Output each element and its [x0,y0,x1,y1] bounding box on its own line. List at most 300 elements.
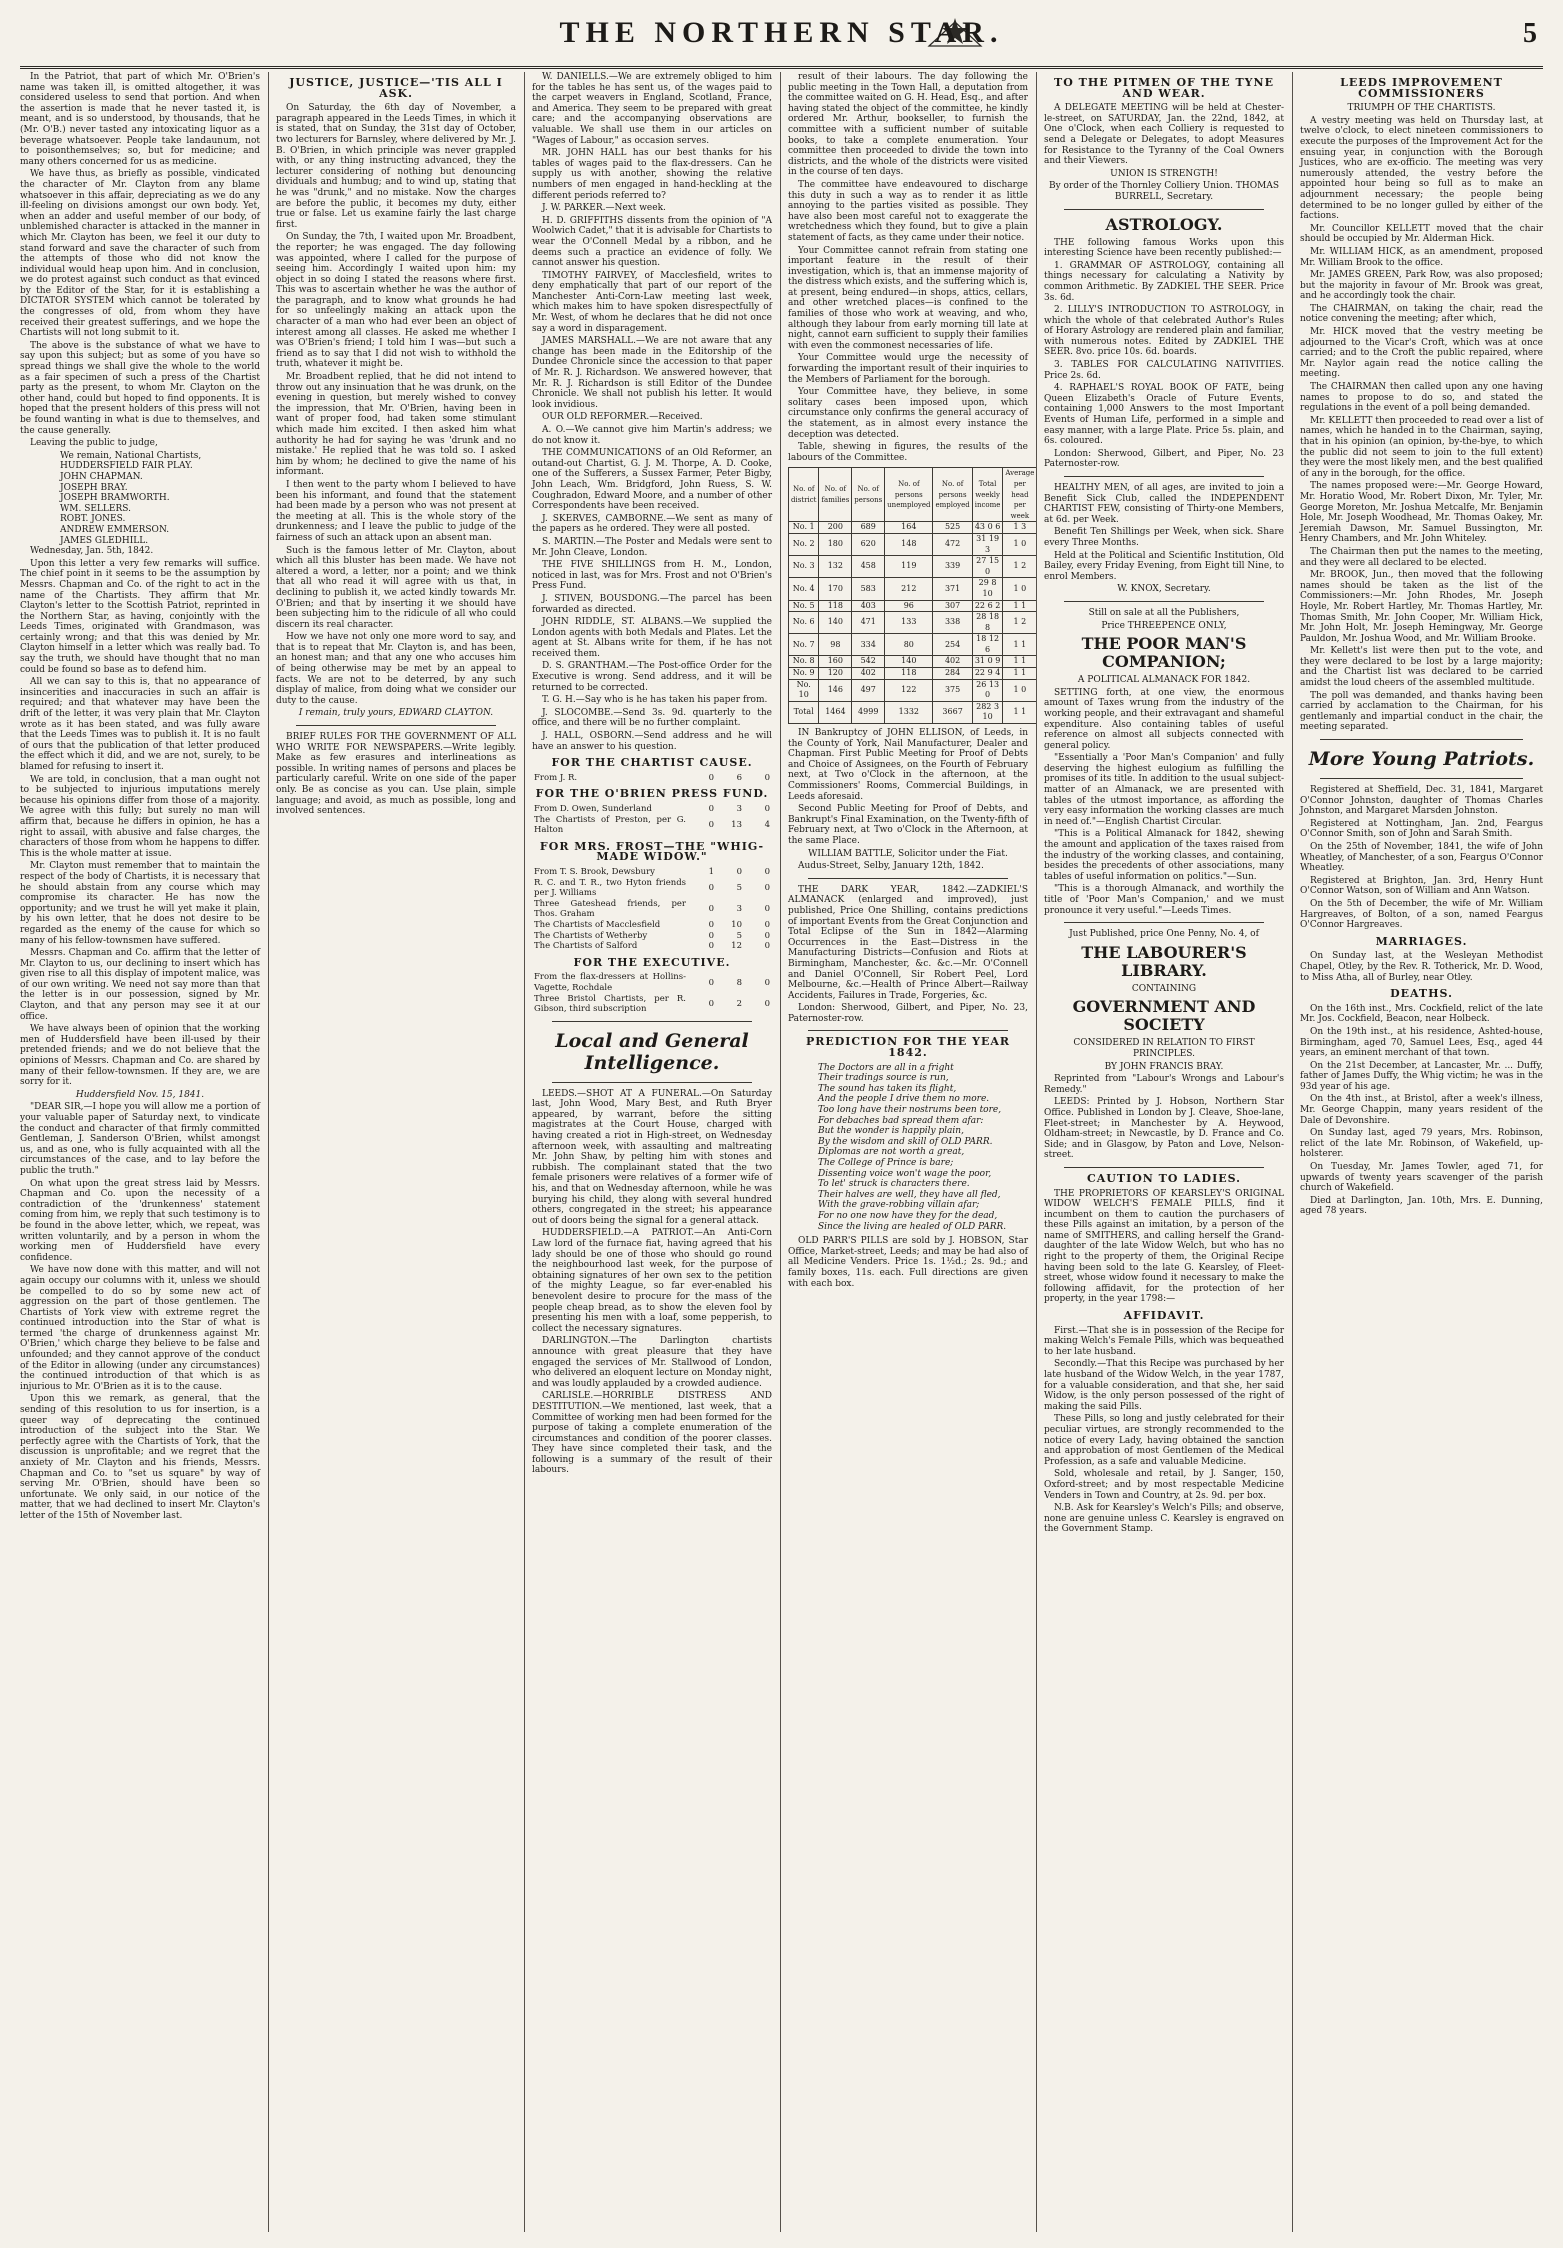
table-cell: 334 [852,634,885,656]
government-subtitle: CONSIDERED IN RELATION TO FIRST PRINCIPLES. [1073,1038,1255,1059]
table-cell: 22 9 4 [972,668,1003,680]
paragraph: Held at the Political and Scientific Institution, Old Bailey, every Friday Evening, from Eight till Nine, to enrol Members. [1044,550,1284,582]
poem-line: For no one now have they for the dead, [818,1210,998,1221]
table-cell: 122 [885,679,933,701]
paragraph: A. O.—We cannot give him Martin's address; we do not know it. [532,425,772,446]
paragraph: We remain, National Chartists, [60,450,202,461]
paragraph: D. S. GRANTHAM.—The Post-office Order for the Executive is wrong. Send address, and it will be returned to be corrected. [532,661,772,693]
fund-amount: 0 [708,930,714,941]
fund-donor: From D. Owen, Sunderland [534,804,652,814]
table-cell: 28 18 8 [972,612,1003,634]
paragraph: JOSEPH BRAY. [60,482,128,493]
price-line: Price THREEPENCE ONLY, [1101,620,1227,631]
poem-line: But the wonder is happily plain, [818,1126,964,1137]
paragraph: The CHAIRMAN, on taking the chair, read the notice convening the meeting; after which, [1300,303,1543,325]
astrology-publisher: London: Sherwood, Gilbert, and Piper, No. 23 Paternoster-row. [1044,448,1284,470]
fund-amount: 0 [764,941,770,952]
table-cell: 118 [885,668,933,680]
fund-amount: 0 [764,919,770,930]
table-cell: 160 [819,656,852,668]
column-divider [1292,72,1293,2232]
paragraph: The poll was demanded, and thanks having been carried by acclamation to the Chairman, for his gentlemanly and impartial conduct in the chair, the meeting separated. [1300,690,1543,733]
sold-by: Sold, wholesale and retail, by J. Sanger, 150, Oxford-street; and by most respectable Medicine Venders in Town and Country, at 2s. 9d. per box. [1044,1469,1284,1501]
paragraph: All we can say to this is, that no appearance of insincerities and inaccuracies in such an affair is required; and that whatever may have been the drift of the letter, it was very plain that Mr. Clayton wrote as it has been stated, and was fully aware that the Leeds Times was to publish it. It is no fault of ours that the publication of that letter produced the effect which it did, and we are not, surely, to be blamed for refusing to insert it. [20,677,260,772]
paragraph: On the 19th inst., at his residence, Ashted-house, Birmingham, aged 70, Samuel Lees, Esq., aged 44 years, an eminent merchant of that town. [1300,1026,1543,1059]
paragraph: How we have not only one more word to say, and that is to repeat that Mr. Clayton is, and has been, an honest man; and that any one who accuses him of being otherwise may be met by an appeal to facts. We are not to be deterred, by any such display of malice, from doing what we consider our duty to the cause. [276,632,516,706]
fund-heading-chartist: FOR THE CHARTIST CAUSE. [551,756,753,770]
poem [788,1063,1028,1233]
table-row [789,600,1037,612]
fund-amount: 8 [736,977,742,988]
paragraph: Registered at Sheffield, Dec. 31, 1841, Margaret O'Connor Johnston, daughter of Thomas Charles Johnston, and Margaret Marsden Johnston. [1300,785,1543,817]
table-cell: No. 5 [789,600,819,612]
table-cell: Total [789,701,819,723]
divider-rule [552,1021,752,1022]
table-column-header: No. of families [819,468,852,522]
table-cell: 1 1 [1003,668,1037,680]
paragraph: HUDDERSFIELD FAIR PLAY. [60,461,193,472]
paragraph: The committee have endeavoured to discharge this duty in such a way as to render it as little annoying to the parties visited as possible. They have also been most careful not to exaggerate the wretchedness which they found, but to give a plain statement of facts, as they came under their notice. [788,179,1028,243]
fund-amount: 4 [764,819,770,830]
divider-rule [1320,739,1523,740]
divider-rule [1064,601,1264,602]
poem-line: For debaches bad spread them afar: [818,1115,984,1126]
table-cell: 1 1 [1003,701,1037,723]
table-cell: 212 [885,578,933,600]
poem-line: By the wisdom and skill of OLD PARR. [818,1136,993,1147]
table-cell: 339 [933,556,972,578]
table-row [789,668,1037,680]
divider-rule [1064,922,1264,923]
column-3 [532,72,772,2232]
table-row [789,556,1037,578]
fund-row [532,972,772,993]
fund-amount: 0 [764,866,770,877]
table-cell: No. 2 [789,533,819,555]
fund-row [532,804,772,815]
divider-rule [808,1030,1008,1031]
paragraph: On Saturday, the 6th day of November, a paragraph appeared in the Leeds Times, in which it is stated, that on Sunday, the 31st day of October, two lecturers for Barnsley, where delivered by Mr. J. B. O'Brien, in which principle was never grappled with, or any thing instructing advanced, they the lecturer considering of nothing but denouncing dividuals and humbug; and to wind up, stating that he was "drunk," and no mistake. Now the charges are before the public, it becomes my duty, either true or false. Let us examine fairly the last charge first. [276,103,516,230]
fund-donor: From T. S. Brook, Dewsbury [534,866,655,877]
paragraph: Secondly.—That this Recipe was purchased by her late husband of the Widow Welch, in the year 1787, for a valuable consideration, and that she, her said Widow, is the only person possessed of the right of making the said Pills. [1044,1359,1284,1412]
fund-amount: 0 [708,977,714,988]
table-cell: 1 1 [1003,634,1037,656]
table-cell: No. 9 [789,668,819,680]
union-order: By order of the Thornley Colliery Union. THOMAS BURRELL, Secretary. [1048,181,1280,202]
fund-amount: 2 [736,998,742,1009]
table-row [789,612,1037,634]
paragraph: On the 5th of December, the wife of Mr. William Hargreaves, of Bolton, of a son, named Feargus O'Connor Hargreaves. [1300,898,1543,931]
paragraph: CARLISLE.—HORRIBLE DISTRESS AND DESTITUTION.—We mentioned, last week, that a Committee of working men had been formed for the purpose of taking a complete enumeration of the circumstances and condition of the poorer classes. They have since completed their task, and the following is a summary of the result of their labours. [532,1391,772,1476]
fund-donor: Three Bristol Chartists, per R. Gibson, third subscription [534,993,686,1015]
table-cell: 371 [933,578,972,600]
fund-heading-executive: FOR THE EXECUTIVE. [573,955,731,969]
table-cell: 80 [885,634,933,656]
table-cell: 284 [933,668,972,680]
caution-heading: CAUTION TO LADIES. [1087,1171,1241,1185]
leeds-commissioners-heading: LEEDS IMPROVEMENT COMMISSIONERS [1340,76,1503,100]
col1-paras [20,72,260,449]
letter-date: Wednesday, Jan. 5th, 1842. [30,546,154,557]
paragraph: "This is a Political Almanack for 1842, shewing the amount and application of the taxes raised from the industry of the working classes, and containing, besides the precedents of other associations, many tables of useful information on politics."—Sun. [1044,829,1284,882]
fund-donor: The Chartists of Wetherby [534,930,648,941]
page-number: 5 [1523,18,1537,49]
fund-amount: 0 [708,804,714,814]
col4-paras [788,72,1028,440]
table-cell: 4999 [852,701,885,723]
poem-line: The College of Prince is bare; [818,1158,954,1168]
paragraph: "Essentially a 'Poor Man's Companion' and fully deserving the highest eulogium as fulfilling the promises of its title. In addition to the usual subject-matter of an Almanack, we are presented with tables of the utmost importance, as affording the very easy information the working classes are much in need of."—English Chartist Circular. [1044,753,1284,827]
fund-heading-frost: FOR MRS. FROST—THE "WHIG-MADE WIDOW." [539,839,765,864]
fund-amount: 6 [736,772,742,783]
paragraph: Died at Darlington, Jan. 10th, Mrs. E. Dunning, aged 78 years. [1300,1195,1543,1217]
poem-line: To let' struck is characters there. [818,1179,970,1190]
paragraph: JOHN RIDDLE, ST. ALBANS.—We supplied the London agents with both Medals and Plates. Let the agent at St. Albans write for them, if he has not received them. [532,617,772,659]
table-cell: 1 0 [1003,533,1037,555]
deaths-heading: DEATHS. [1390,987,1453,1001]
fund-amount: 0 [708,904,714,915]
paragraph: JOHN CHAPMAN. [60,471,143,482]
table-row [789,656,1037,668]
table-column-header: No. of persons unemployed [885,468,933,522]
paragraph: Mr. Kellett's list were then put to the vote, and they were declared to be lost by a large majority; and the Chartist list was declared to be carried amidst the loud cheers of the assembled multitude. [1300,646,1543,689]
col1-paras-3 [20,1102,260,1521]
table-row [789,522,1037,534]
zadkiel-ad: THE DARK YEAR, 1842.—ZADKIEL'S ALMANACK (enlarged and improved), just published, Price One Shilling, contains predictions of important Events from the Great Conjunction and Total Eclipse of the Sun in 1842—Alarming Occurrences in the East—Distress in the Manufacturing Districts—Confusion and Riots at Birmingham, Manchester, &c. &c.—Mr. O'Connell and Daniel O'Connell, Sir Robert Peel, Lord Melbourne, &c.—Health of Prince Albert—Railway Accidents, Failures in Trade, Forgeries, &c. [788,884,1028,1001]
fund-table-frost [532,867,772,952]
fund-table-executive [532,972,772,1014]
poem-line: The Doctors are all in a fright [818,1062,954,1073]
paragraph: We have thus, as briefly as possible, vindicated the character of Mr. Clayton from any blame whatsoever in this affair, depreciating as we do any ill-feeling on divisions amongst our own body. Yet, when an adder and useful member of our body, of unblemished character is attacked in the manner in which Mr. Clayton has been, we feel it our duty to stand forward and save the character of such from the attempts of those who did not know the individual would heap upon him. And in conclusion, we do protest against such conduct as that evinced by the Editor of the Star, for it is establishing a DICTATOR SYSTEM which cannot be tolerated by the congresses of old, from whom they have received their greatest sufferings, and we hope the Chartists will not long submit to it. [20,169,260,339]
paragraph: H. D. GRIFFITHS dissents from the opinion of "A Woolwich Cadet," that it is advisable for Chartists to wear the O'Connell Medal by a ribbon, and he deems such a practice an evidence of folly. We cannot answer his question. [532,215,772,269]
paragraph: Such is the famous letter of Mr. Clayton, about which all this bluster has been made. We have not altered a word, a letter, nor a point; and we think that all who read it will agree with us that, in declining to publish it, we acted kindly towards Mr. O'Brien; and that by inserting it we should have been subjecting him to the ridicule of all who could discern its real character. [276,545,516,630]
table-cell: 1332 [885,701,933,723]
fund-donor: The Chartists of Preston, per G. Halton [534,814,686,836]
fund-amount: 3 [736,804,742,814]
labourers-library-heading: THE LABOURER'S LIBRARY. [1081,942,1247,980]
divider-rule [1064,1167,1264,1168]
paragraph: On Sunday last, aged 79 years, Mrs. Robinson, relict of the late Mr. Robinson, of Wakefield, up-holsterer. [1300,1128,1543,1160]
fund-row [532,931,772,942]
table-cell: 403 [852,600,885,612]
paragraph: 1. GRAMMAR OF ASTROLOGY, containing all things necessary for calculating a Nativity by common Arithmetic. By ZADKIEL THE SEER. Price 3s. 6d. [1044,260,1284,303]
paragraph: We are told, in conclusion, that a man ought not to be subjected to injurious imputations merely because his opinions differ from those of a majority. We agree with this fully; but surely no man will affirm that, because he differs in opinion, he has a right to assail, with abusive and false charges, the characters of those from whom he happens to differ. This is the whole matter at issue. [20,774,260,859]
paragraph: Upon this letter a very few remarks will suffice. The chief point in it seems to be the assumption by Messrs. Chapman and Co. of the right to act in the name of the Chartists. They affirm that Mr. Clayton's letter to the Scottish Patriot, reprinted in the Northern Star, as having, conjointly with the Leeds Times, originated with Grandmason, was certainly wrong; and that this was denied by Mr. Clayton himself in a letter which was really bad. To say the truth, we should have thought that no man could be found so base as to defend him. [20,558,260,675]
paragraph: In the Patriot, that part of which Mr. O'Brien's name was taken ill, is omitted altogether, it was considered useless to send that portion. And when the assertion is made that he never tasted it, is meant, and is so understood, by thousands, that he (Mr. O'B.) never tasted any intoxicating liquor as a beverage whatsoever. People take landaunum, not to poisonthemselves; so, but for medicine; and many others concerned for us as medicine. [20,72,260,167]
table-cell: 1 2 [1003,612,1037,634]
deaths-list [1300,1004,1543,1217]
table-cell: No. 6 [789,612,819,634]
paragraph: These Pills, so long and justly celebrated for their peculiar virtues, are strongly recommended to the notice of every Lady, having obtained the sanction and approbation of most Gentlemen of the Medical Profession, as a safe and valuable Medicine. [1044,1414,1284,1467]
fund-donor: From J. R. [534,772,578,783]
table-cell: 375 [933,679,972,701]
table-cell: 3667 [933,701,972,723]
table-cell: 140 [819,612,852,634]
fund-row [532,920,772,931]
table-cell: 525 [933,522,972,534]
bankruptcy-notice [788,728,1028,847]
fund-row [532,941,772,952]
table-cell: No. 4 [789,578,819,600]
paragraph: OUR OLD REFORMER.—Received. [542,412,703,423]
paragraph: On Sunday, the 7th, I waited upon Mr. Broadbent, the reporter; he was engaged. The day following was appointed, where I called for the purpose of seeing him. Accordingly I waited upon him: my object in so doing I stated the reasons where first. This was to ascertain whether he was the author of the paragraph, and to know what grounds he had for so unfeelingly making an attack upon the character of a man who had ever been an object of interest among all classes. He asked me whether I was O'Brien's friend; I told him I was—but such a friend as to say that I did not wish to withhold the truth, whatever it might be. [276,232,516,370]
section-heading-justice: JUSTICE, JUSTICE—'TIS ALL I ASK. [289,76,503,100]
old-parr-ad: OLD PARR'S PILLS are sold by J. HOBSON, Star Office, Market-street, Leeds; and may be had also of all Medicine Venders. Price 1s. 1½d.; 2s. 9d.; and family boxes, 11s. each. Full directions are given with each box. [788,1236,1028,1289]
fund-donor: From the flax-dressers at Hollins-Vagette, Rochdale [534,972,686,993]
poem-line: With the grave-robbing villain afar; [818,1200,980,1211]
letter-signature: I remain, truly yours, EDWARD CLAYTON. [298,708,494,719]
poem-line: And the people I drive them no more. [818,1094,990,1105]
fund-donor: Three Gateshead friends, per Thos. Graham [534,898,686,920]
paragraph: "DEAR SIR,—I hope you will allow me a portion of your valuable paper of Saturday next, to vindicate the conduct and character of that firmly committed Gentleman, J. Sanderson O'Brien, whilst amongst us, and as one, who is fully acquainted with all the circumstances of the case, and to lay before the public the truth." [20,1102,260,1176]
table-cell: 402 [852,668,885,680]
divider-rule [808,878,1008,879]
paragraph: Leaving the public to judge, [30,438,158,449]
distress-table [788,467,1037,724]
table-cell: 254 [933,634,972,656]
paragraph: S. MARTIN.—The Poster and Medals were sent to Mr. John Cleave, London. [532,536,772,558]
paragraph: THE COMMUNICATIONS of an Old Reformer, an outand-out Chartist, G. J. M. Thorpe, A. D. Cooke, one of the Sufferers, a Sussex Farmer, Peter Bigby, John Leach, Wm. Bridgford, John Ruess, S. W. Coughradon, Edward Moore, and a number of other Correspondents have been received. [532,448,772,512]
astrology-ad [1044,238,1284,447]
paragraph: Mr. HICK moved that the vestry meeting be adjourned to the Vicar's Croft, which was at once carried; and to the Croft the public repaired, where Mr. Naylor again read the notice calling the meeting. [1300,327,1543,380]
divider-rule [296,725,496,726]
poor-mans-ad [1044,688,1284,916]
sick-club-ad [1044,483,1284,582]
table-cell: 689 [852,522,885,534]
government-society-heading: GOVERNMENT AND SOCIETY [1072,997,1256,1035]
table-cell: 31 0 9 [972,656,1003,668]
paragraph: TIMOTHY FAIRVEY, of Macclesfield, writes to deny emphatically that part of our report of the Manchester Anti-Corn-Law meeting last week, which makes him to have spoken disrespectfully of Mr. West, of whom he declares that he did not once say a word in disparagement. [532,270,772,334]
fund-row [532,994,772,1015]
paragraph: J. HALL, OSBORN.—Send address and he will have an answer to his question. [532,731,772,752]
fund-amount: 0 [708,919,714,930]
paragraph: Your Committee would urge the necessity of forwarding the important result of their inquiries to the Members of Parliament for the borough. [788,353,1028,385]
fund-row [532,773,772,784]
column-2 [276,72,516,2232]
paragraph: The CHAIRMAN then called upon any one having names to propose to do so, and stated the regulations in the event of a poll being demanded. [1300,382,1543,414]
pitmen-notice [1044,103,1284,167]
paragraph: Messrs. Chapman and Co. affirm that the letter of Mr. Clayton to us, our declining to insert which has given rise to all this display of impotent malice, was of our own writing. We need not say more than that the letter is in our possession, signed by Mr. Clayton, and that any person may see it at our office. [20,948,260,1022]
table-column-header: Total weekly income [972,468,1003,522]
fund-amount: 0 [708,998,714,1009]
poem-heading: PREDICTION FOR THE YEAR 1842. [805,1035,1011,1060]
signatories [20,451,260,546]
poem-line: Too long have their nostrums been tore, [818,1105,1002,1116]
table-row [789,701,1037,723]
table-cell: 1 1 [1003,600,1037,612]
local-news [532,1089,772,1476]
table-cell: 307 [933,600,972,612]
table-row [789,578,1037,600]
paragraph: 4. RAPHAEL'S ROYAL BOOK OF FATE, being Queen Elizabeth's Oracle of Future Events, containing 1,000 Answers to the most Important Events of Human Life, performed in a simple and easy manner, with a large Plate. Price 5s. plain, and 6s. coloured. [1044,383,1284,447]
paragraph: Mr. Councillor KELLETT moved that the chair should be occupied by Mr. Alderman Hick. [1300,223,1543,245]
table-cell: 98 [819,634,852,656]
knox-signature: W. KNOX, Secretary. [1117,584,1211,595]
marriages-list [1300,951,1543,983]
column-divider [268,72,269,2232]
paragraph: DARLINGTON.—The Darlington chartists announce with great pleasure that they have engaged the services of Mr. Stallwood of London, who delivered an eloquent lecture on Monday night, and was loudly applauded by a crowded audience. [532,1336,772,1389]
table-cell: 1 1 [1003,656,1037,668]
paragraph: Mr. BROOK, Jun., then moved that the following names should be taken as the list of the Commissioners:—Mr. John Rhodes, Mr. Joseph Hoyle, Mr. Robert Hartley, Mr. Thomas Hartley, Mr. Thomas Smith, Mr. John Cooper, Mr. William Hick, Mr. John Holt, Mr. Joseph Hemingway, Mr. George Pauldon, Mr. Joshua Wood, and Mr. William Brooke. [1300,570,1543,644]
zadkiel-publisher: London: Sherwood, Gilbert, and Piper, No. 23, Paternoster-row. [788,1003,1028,1024]
table-cell: No. 7 [789,634,819,656]
paragraph: On Tuesday, Mr. James Towler, aged 71, for upwards of twenty years scavenger of the parish church of Wakefield. [1300,1162,1543,1194]
poem-line: The sound has taken its flight, [818,1083,957,1094]
paragraph: Your Committee cannot refrain from stating one important feature in the result of their investigation, which is, that an immense majority of the distress which exists, and the suffering which is, at present, being endured—in shops, attics, cellars, and other wretched places—is confined to the families of those who work at weaving, and who, although they labour from early morning till late at night, cannot earn sufficient to supply their families with even the commonest necessaries of life. [788,245,1028,351]
fund-amount: 0 [708,819,714,830]
table-cell: 471 [852,612,885,634]
paragraph: Second Public Meeting for Proof of Debts, and Bankrupt's Final Examination, on the Twenty-fifth of February next, at Two o'Clock in the Afternoon, at the same Place. [788,804,1028,846]
dateline: Huddersfield Nov. 15, 1841. [75,1089,205,1100]
table-cell: 170 [819,578,852,600]
table-row [789,533,1037,555]
fund-amount: 0 [764,998,770,1009]
paragraph: ANDREW EMMERSON. [60,524,170,535]
fund-heading-obrien: FOR THE O'BRIEN PRESS FUND. [535,787,769,801]
paragraph: On the 25th of November, 1841, the wife of John Wheatley, of Manchester, of a son, Feargus O'Connor Wheatley. [1300,842,1543,874]
fund-amount: 13 [731,819,742,830]
column-divider [1036,72,1037,2232]
fund-amount: 0 [708,772,714,783]
table-cell: 133 [885,612,933,634]
paragraph: The names proposed were:—Mr. George Howard, Mr. Horatio Wood, Mr. Robert Dixon, Mr. Tyler, Mr. George Moreton, Mr. Joshua Metcalfe, Mr. Benjamin Hole, Mr. Joseph Woodhead, Mr. Thomas Oakey, Mr. Jeremiah Dawson, Mr. Samuel Bussington, Mr. Henry Chambers, and Mr. John Whiteley. [1300,481,1543,545]
table-cell: 1 0 [1003,679,1037,701]
table-cell: 180 [819,533,852,555]
divider-rule [1064,476,1264,477]
fund-amount: 0 [708,941,714,952]
paragraph: 2. LILLY'S INTRODUCTION TO ASTROLOGY, in which the whole of that celebrated Author's Rules of Horary Astrology are rendered plain and familiar, with numerous notes. Edited by ZADKIEL THE SEER. 8vo. price 10s. 6d. boards. [1044,305,1284,358]
affidavit-heading: AFFIDAVIT. [1123,1309,1205,1323]
fund-amount: 0 [708,882,714,893]
paragraph: The above is the substance of what we have to say upon this subject; but as some of you have so spread things we shall give the whole to the world as a fair specimen of such a press of the Chartist party as the present, to whom Mr. Clayton on the other hand, could but hoped to find opponents. It is hoped that the present holders of this press will not be found wanting in what is due to themselves, and the cause generally. [20,340,260,436]
fund-row [532,878,772,899]
table-column-header: Average per head per week [1003,468,1037,522]
col2-paras [276,103,516,706]
table-cell: 402 [933,656,972,668]
newspaper-title: THE NORTHERN STAR. [559,16,1004,49]
table-caption: Table, shewing in figures, the results of the labours of the Committee. [788,442,1028,463]
table-cell: 472 [933,533,972,555]
paragraph: First.—That she is in possession of the Recipe for making Welch's Female Pills, which was bequeathed to her late husband. [1044,1325,1284,1357]
divider-rule [1064,209,1264,210]
young-patriots-heading: More Young Patriots. [1308,748,1535,771]
table-cell: 96 [885,600,933,612]
brief-rules: BRIEF RULES FOR THE GOVERNMENT OF ALL WHO WRITE FOR NEWSPAPERS.—Write legibly. Make as few erasures and interlineations as possible. In writing names of persons and places be particularly careful. Write on one side of the paper only. Be as concise as you can. Use plain, simple language; and avoid, as much as possible, long and involved sentences. [276,732,516,817]
section-heading-local-intelligence: Local and General Intelligence. [555,1029,749,1074]
table-cell: 583 [852,578,885,600]
poem-line: Diplomas are not worth a great, [818,1147,965,1158]
table-column-header: No. of persons employed [933,468,972,522]
table-cell: 1 2 [1003,556,1037,578]
col1-paras-2 [20,559,260,1088]
table-cell: 620 [852,533,885,555]
paragraph: On the 4th inst., at Bristol, after a week's illness, Mr. George Chappin, many years resident of the Dale of Devonshire. [1300,1094,1543,1126]
table-cell: 119 [885,556,933,578]
table-cell: 458 [852,556,885,578]
paragraph: J. W. PARKER.—Next week. [542,203,666,214]
paragraph: On Sunday last, at the Wesleyan Methodist Chapel, Otley, by the Rev. R. Totherick, Mr. D. Wood, to Miss Atha, all of Burley, near Otley. [1300,951,1543,983]
table-cell: 31 19 3 [972,533,1003,555]
kearsley-nb: N.B. Ask for Kearsley's Welch's Pills; and observe, none are genuine unless C. Kearsley is engraved on the Government Stamp. [1044,1503,1284,1535]
triumph-subheading: TRIUMPH OF THE CHARTISTS. [1347,103,1496,114]
fund-amount: 0 [764,930,770,941]
column-divider [524,72,525,2232]
paragraph: IN Bankruptcy of JOHN ELLISON, of Leeds, in the County of York, Nail Manufacturer, Dealer and Chapman. First Public Meeting for Proof of Debts and Choice of Assignees, on the Fourth of February next, at Two o'Clock in the afternoon, at the Commissioners' Rooms, Commercial Buildings, in Leeds aforesaid. [788,728,1028,802]
paragraph: Mr. KELLETT then proceeded to read over a list of names, which he handed in to the Chairman, saying, that in his opinion (an opinion, by-the-bye, to which the public did not seem to join to the full extent) they were the most likely men, and the best qualified of any in the borough, for the office. [1300,415,1543,479]
table-cell: 26 13 0 [972,679,1003,701]
paragraph: Upon this we remark, as general, that the sending of this resolution to us for insertion, is a queer way of deprecating the continued introduction of the subject into the Star. We perfectly agree with the Chartists of York, that the discussion is unprofitable; and we regret that the anxiety of Mr. Clayton and his friends, Messrs. Chapman and Co. to "set us square" by way of serving Mr. O'Brien, should have been so unfortunate. We only said, in our notice of the matter, that we had declined to insert Mr. Clayton's letter of the 15th of November last. [20,1394,260,1521]
notice-location: Audus-Street, Selby, January 12th, 1842. [798,861,984,872]
paragraph: A vestry meeting was held on Thursday last, at twelve o'clock, to elect nineteen commissioners to execute the purposes of the Improvement Act for the ensuing year, in conjunction with the Borough Justices, who are ex-officio. The meeting was very numerously attended, the vestry before the appointed hour being so full as to make an adjournment necessary; the people being determined to be no longer gulled by either of the factions. [1300,115,1543,222]
fund-amount: 0 [764,904,770,915]
table-row [789,679,1037,701]
table-cell: 27 15 0 [972,556,1003,578]
paragraph: THE PROPRIETORS OF KEARSLEY'S ORIGINAL WIDOW WELCH'S FEMALE PILLS, find it incumbent on them to caution the purchasers of these Pills against an imitation, by a person of the name of SMITHERS, and calling herself the Grand-daughter of the late Widow Welch, but who has no right to the property of them, the Original Recipe having been sold to the late G. Kearsley, of Fleet-street, whose widow found it necessary to make the following affidavit, for the protection of her property, in the year 1798:— [1044,1188,1284,1305]
paragraph: ROBT. JONES. [60,514,126,525]
table-cell: 148 [885,533,933,555]
poem-line: Their tradings source is run, [818,1073,949,1084]
table-cell: 282 3 10 [972,701,1003,723]
paragraph: HUDDERSFIELD.—A PATRIOT.—An Anti-Corn Law lord of the furnace fiat, having agreed that his lady should be one of those who should go round the neighbourhood last week, for the purpose of obtaining signatures of her own sex to the petition of the mighty League, so far ever-enabled his benevolent desire to procure for the mass of the people cheap bread, as to show the eleven fool by presenting his men with a loaf, some pepperish, to collect the necessary signatures. [532,1228,772,1334]
fund-amount: 12 [731,941,742,952]
table-cell: 120 [819,668,852,680]
paragraph: J. SLOCOMBE.—Send 3s. 9d. quarterly to the office, and there will be no further complaint. [532,707,772,729]
table-cell: 1 3 [1003,522,1037,534]
paragraph: JAMES GLEDHILL. [60,535,149,546]
table-cell: No. 8 [789,656,819,668]
paragraph: Registered at Brighton, Jan. 3rd, Henry Hunt O'Connor Watson, son of William and Ann Watson. [1300,875,1543,897]
paragraph: Reprinted from "Labour's Wrongs and Labour's Remedy." [1044,1074,1284,1095]
table-cell: 132 [819,556,852,578]
column-5 [1044,72,1284,2232]
poor-mans-subtitle: A POLITICAL ALMANACK FOR 1842. [1077,675,1251,686]
fund-row [532,815,772,836]
paragraph: JOSEPH BRAMWORTH. [60,493,170,504]
masthead [20,8,1543,69]
paragraph: Registered at Nottingham, Jan. 2nd, Feargus O'Connor Smith, son of John and Sarah Smith. [1300,818,1543,840]
table-cell: 29 8 10 [972,578,1003,600]
paragraph: On the 16th inst., Mrs. Cockfield, relict of the late Mr. Jos. Cockfield, Beacon, near Holbeck. [1300,1003,1543,1025]
union-motto: UNION IS STRENGTH! [1110,168,1218,179]
marriages-heading: MARRIAGES. [1375,934,1468,948]
fund-table-chartist [532,773,772,784]
column-6 [1300,72,1543,2232]
fund-table-obrien [532,804,772,836]
paragraph: LEEDS.—SHOT AT A FUNERAL.—On Saturday last, John Wood, Mary Best, and Ruth Bryer appeared, by warrant, before the sitting magistrates at the Court House, charged with having created a riot in High-street, on Wednesday afternoon week, with assaulting and maltreating Mr. John Shaw, by pelting him with stones and rubbish. The complainant stated that the two female prisoners were relatives of a former wife of his, and that on Wednesday afternoon, while he was burying his child, they along with several hundred others, congregated in the street; his appearance out of doors being the signal for a general attack. [532,1088,772,1226]
correspondents-notices [532,72,772,752]
paragraph: JAMES MARSHALL.—We are not aware that any change has been made in the Editorship of the Dundee Chronicle since the accession to that paper of Mr. R. J. Richardson. We answered however, that Mr. R. J. Richardson is still Editor of the Dundee Chronicle. We shall not publish his letter. It would look invidious. [532,336,772,410]
fund-amount: 0 [736,866,742,877]
fund-amount: 5 [736,930,742,941]
fund-amount: 10 [731,919,742,930]
affidavit-text [1044,1326,1284,1468]
paragraph: Mr. Clayton must remember that to maintain the respect of the body of Chartists, it is necessary that he should abstain from any course which may compromise its character. He has now the opportunity; and we trust he will yet make it plain, by his own letter, that he does not desire to be regarded as the enemy of the cause for which so many of his fellow-townsmen have suffered. [20,861,260,946]
paragraph: LEEDS: Printed by J. Hobson, Northern Star Office. Published in London by J. Cleave, Shoe-lane, Fleet-street; in Manchester by A. Heywood, Oldham-street; in Newcastle, by D. France and Co. Side; and in Glasgow, by Paton and Love, Nelson-street. [1044,1097,1284,1161]
fund-amount: 0 [764,977,770,988]
table-cell: 146 [819,679,852,701]
table-cell: 338 [933,612,972,634]
table-cell: No. 10 [789,679,819,701]
poem-line: Since the living are healed of OLD PARR. [818,1221,1007,1232]
births-list [1300,785,1543,931]
commissioners-report [1300,116,1543,733]
fund-amount: 5 [736,882,742,893]
poem-line: Dissenting voice won't wage the poor, [818,1168,992,1179]
government-author: BY JOHN FRANCIS BRAY. [1104,1061,1224,1072]
library-pub: Just Published, price One Penny, No. 4, of [1069,929,1259,940]
table-column-header: No. of persons [852,468,885,522]
table-cell: 43 0 6 [972,522,1003,534]
